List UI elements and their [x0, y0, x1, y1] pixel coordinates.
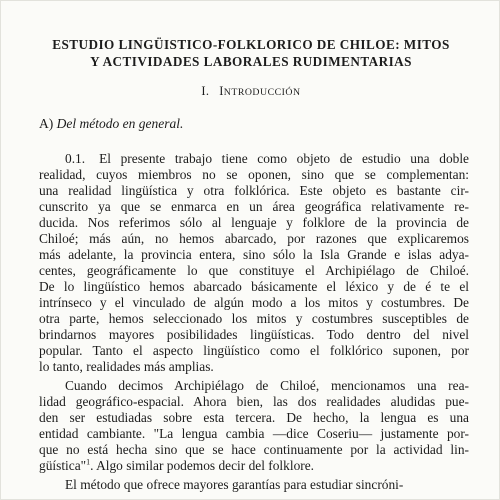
paragraph-line: popular. Tanto el aspecto lingüístico como el folklórico suponen, por [39, 343, 469, 359]
paragraph-line: lo tanto, realidades más amplias. [39, 359, 214, 375]
paragraph-line: brindarnos mayores posibilidades lingüísticas. Todo dentro del nivel [39, 327, 469, 343]
paragraph-line: De lo lingüístico hemos abarcado básicamente el léxico y de é te el [39, 279, 469, 295]
section-title [219, 84, 300, 98]
paragraph-line: El método que ofrece mayores garantías para estudiar sincróni- [65, 477, 404, 492]
paragraph-line: más adelante, la provincia entera, sino sólo la Isla Grande e islas adya- [39, 247, 469, 263]
title-line-2: Y ACTIVIDADES LABORALES RUDIMENTARIAS [90, 54, 412, 69]
subheading [39, 116, 183, 132]
paragraph-line: intrínseco y el vinculado de algún modo a los mitos y costumbres. De [39, 295, 469, 311]
section-title-rest: NTRODUCCIÓN [223, 87, 301, 98]
paragraph-line: realidad, cuyos miembros no se oponen, sino que se complementan: [39, 167, 469, 183]
paragraph-line: den ser estudiadas sobre esta tercera. De hecho, la lengua es una [39, 410, 469, 426]
paragraph-line [39, 151, 469, 167]
section-number: I. [201, 84, 210, 98]
paragraph-line: lidad geográfico-espacial. Ahora bien, las dos realidades aludidas pue- [39, 394, 469, 410]
subheading-text: Del método en general. [56, 116, 184, 131]
paragraph-line: que no está hecha sino que se hace continuamente por la actividad lin- [39, 442, 469, 458]
footnote-marker: 1 [86, 457, 91, 467]
section-title-initial: I [219, 84, 224, 98]
section-heading [1, 84, 500, 99]
paragraph-line: una realidad lingüística y otra folklórica. Este objeto es bastante cir- [39, 183, 469, 199]
paragraph-line: ducida. Nos referimos sólo al lenguaje y folklore de la provincia de [39, 215, 469, 231]
paragraph-line-text: güística" [39, 458, 87, 474]
paragraph-line-text: El presente trabajo tiene como objeto de estudio una doble [99, 151, 469, 166]
paragraph-line-text: Algo similar podemos decir del folklore. [96, 458, 315, 474]
paragraph-line: cunscrito ya que se enmarca en un área geográfica relativamente re- [39, 199, 469, 215]
paragraph-line: Cuando decimos Archipiélago de Chiloé, mencionamos una rea- [65, 378, 469, 394]
paragraph-line: güística"$^1$. Algo similar podemos decir del folklore. [39, 457, 315, 474]
title-line-1: ESTUDIO LINGÜISTICO-FOLKLORICO DE CHILOE: MITOS [52, 37, 450, 52]
paragraph-number: 0.1. [65, 151, 86, 166]
subheading-prefix: A) [39, 116, 54, 131]
paragraph-line: entidad cambiante. "La lengua cambia —dice Coseriu— justamente por- [39, 426, 469, 442]
paragraph-line: Chiloé; más aún, no hemos abarcado, por razones que explicaremos [39, 231, 469, 247]
paragraph-line: centes, geográficamente lo que constituye el Archipiélago de Chiloé. [39, 263, 469, 279]
paragraph-line: otra parte, hemos seleccionado los mitos y costumbres susceptibles de [39, 311, 469, 327]
